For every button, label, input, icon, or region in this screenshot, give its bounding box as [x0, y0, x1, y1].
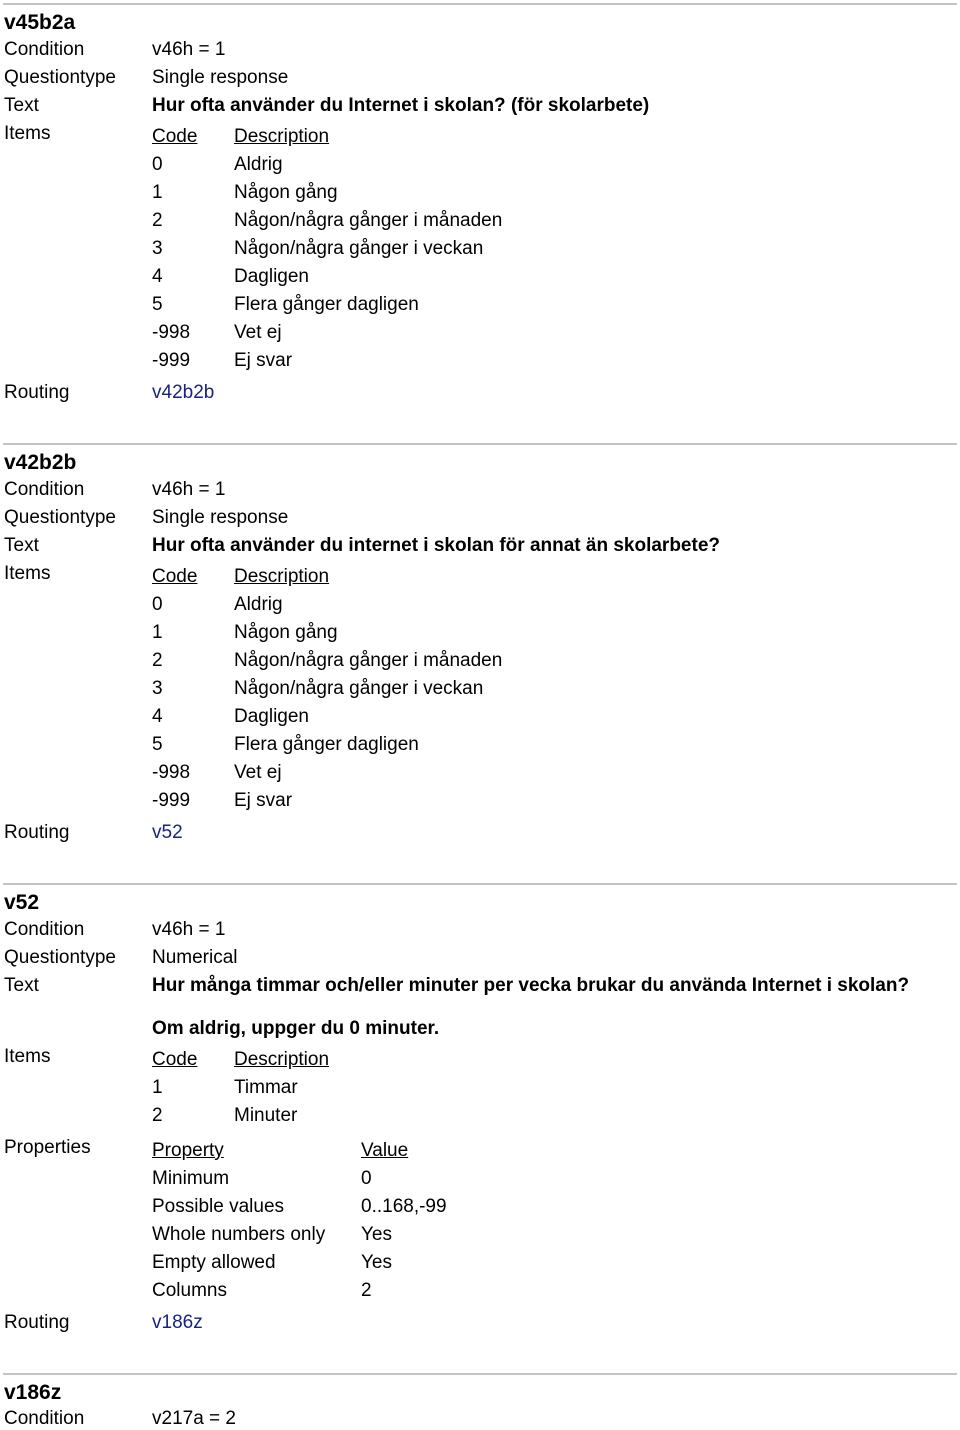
item-description: Flera gånger dagligen: [234, 294, 419, 315]
condition-label: Condition: [4, 1408, 85, 1429]
questiontype-label: Questiontype: [4, 67, 116, 88]
questiontype-value: Single response: [152, 507, 289, 528]
code-header: Code: [152, 126, 198, 147]
item-description: Någon/några gånger i månaden: [234, 650, 503, 671]
section-divider: [3, 1373, 957, 1375]
item-description: Vet ej: [234, 762, 282, 783]
item-description: Flera gånger dagligen: [234, 734, 419, 755]
item-code: 5: [152, 294, 163, 315]
variable-name: v52: [4, 891, 40, 914]
routing-link[interactable]: v42b2b: [152, 382, 215, 403]
item-code: 0: [152, 154, 163, 175]
item-description: Aldrig: [234, 594, 283, 615]
condition-value: v46h = 1: [152, 919, 226, 940]
code-header: Code: [152, 1049, 198, 1070]
items-label: Items: [4, 123, 51, 144]
question-text: Hur många timmar och/eller minuter per vecka brukar du använda Internet i skolan?: [152, 975, 910, 996]
item-description: Någon/några gånger i veckan: [234, 238, 484, 259]
property-name: Minimum: [152, 1168, 230, 1189]
condition-value: v217a = 2: [152, 1408, 236, 1429]
property-value: 2: [361, 1280, 372, 1301]
value-header: Value: [361, 1140, 409, 1161]
item-code: 3: [152, 678, 163, 699]
text-label: Text: [4, 535, 39, 556]
item-code: 0: [152, 594, 163, 615]
items-label: Items: [4, 1046, 51, 1067]
question-text: Hur ofta använder du Internet i skolan? (för skolarbete): [152, 95, 650, 116]
section-divider: [3, 3, 957, 5]
property-name: Possible values: [152, 1196, 285, 1217]
items-label: Items: [4, 563, 51, 584]
condition-value: v46h = 1: [152, 39, 226, 60]
text-label: Text: [4, 975, 39, 996]
properties-label: Properties: [4, 1137, 91, 1158]
code-header: Code: [152, 566, 198, 587]
item-description: Ej svar: [234, 350, 293, 371]
item-code: 2: [152, 1105, 163, 1126]
routing-label: Routing: [4, 382, 70, 403]
variable-name: v186z: [4, 1381, 62, 1404]
property-name: Empty allowed: [152, 1252, 276, 1273]
item-code: 4: [152, 266, 163, 287]
item-description: Minuter: [234, 1105, 298, 1126]
item-code: 2: [152, 650, 163, 671]
questiontype-value: Numerical: [152, 947, 238, 968]
section-divider: [3, 883, 957, 885]
question-text: Hur ofta använder du internet i skolan för annat än skolarbete?: [152, 535, 720, 556]
item-description: Vet ej: [234, 322, 282, 343]
description-header: Description: [234, 126, 330, 147]
item-code: -998: [152, 322, 191, 343]
item-description: Dagligen: [234, 706, 309, 727]
condition-label: Condition: [4, 479, 85, 500]
item-code: 5: [152, 734, 163, 755]
item-code: 3: [152, 238, 163, 259]
item-description: Någon/några gånger i veckan: [234, 678, 484, 699]
property-header: Property: [152, 1140, 224, 1161]
condition-label: Condition: [4, 919, 85, 940]
question-instruction: Om aldrig, uppger du 0 minuter.: [152, 1018, 440, 1039]
variable-name: v42b2b: [4, 451, 77, 474]
item-description: Någon/några gånger i månaden: [234, 210, 503, 231]
routing-link[interactable]: v186z: [152, 1312, 203, 1333]
item-code: 4: [152, 706, 163, 727]
item-code: -999: [152, 350, 191, 371]
routing-link[interactable]: v52: [152, 822, 183, 843]
property-value: 0: [361, 1168, 372, 1189]
variable-name: v45b2a: [4, 11, 76, 34]
routing-label: Routing: [4, 1312, 70, 1333]
item-code: 2: [152, 210, 163, 231]
item-description: Någon gång: [234, 622, 338, 643]
condition-value: v46h = 1: [152, 479, 226, 500]
item-code: -999: [152, 790, 191, 811]
questiontype-label: Questiontype: [4, 947, 116, 968]
item-code: -998: [152, 762, 191, 783]
property-value: Yes: [361, 1252, 392, 1273]
item-description: Ej svar: [234, 790, 293, 811]
item-code: 1: [152, 182, 163, 203]
item-description: Dagligen: [234, 266, 309, 287]
text-label: Text: [4, 95, 39, 116]
condition-label: Condition: [4, 39, 85, 60]
property-name: Columns: [152, 1280, 227, 1301]
item-code: 1: [152, 622, 163, 643]
property-value: Yes: [361, 1224, 392, 1245]
questiontype-value: Single response: [152, 67, 289, 88]
description-header: Description: [234, 1049, 330, 1070]
routing-label: Routing: [4, 822, 70, 843]
item-description: Timmar: [234, 1077, 298, 1098]
property-name: Whole numbers only: [152, 1224, 326, 1245]
section-divider: [3, 443, 957, 445]
description-header: Description: [234, 566, 330, 587]
property-value: 0..168,-99: [361, 1196, 447, 1217]
item-description: Någon gång: [234, 182, 338, 203]
questiontype-label: Questiontype: [4, 507, 116, 528]
item-description: Aldrig: [234, 154, 283, 175]
item-code: 1: [152, 1077, 163, 1098]
